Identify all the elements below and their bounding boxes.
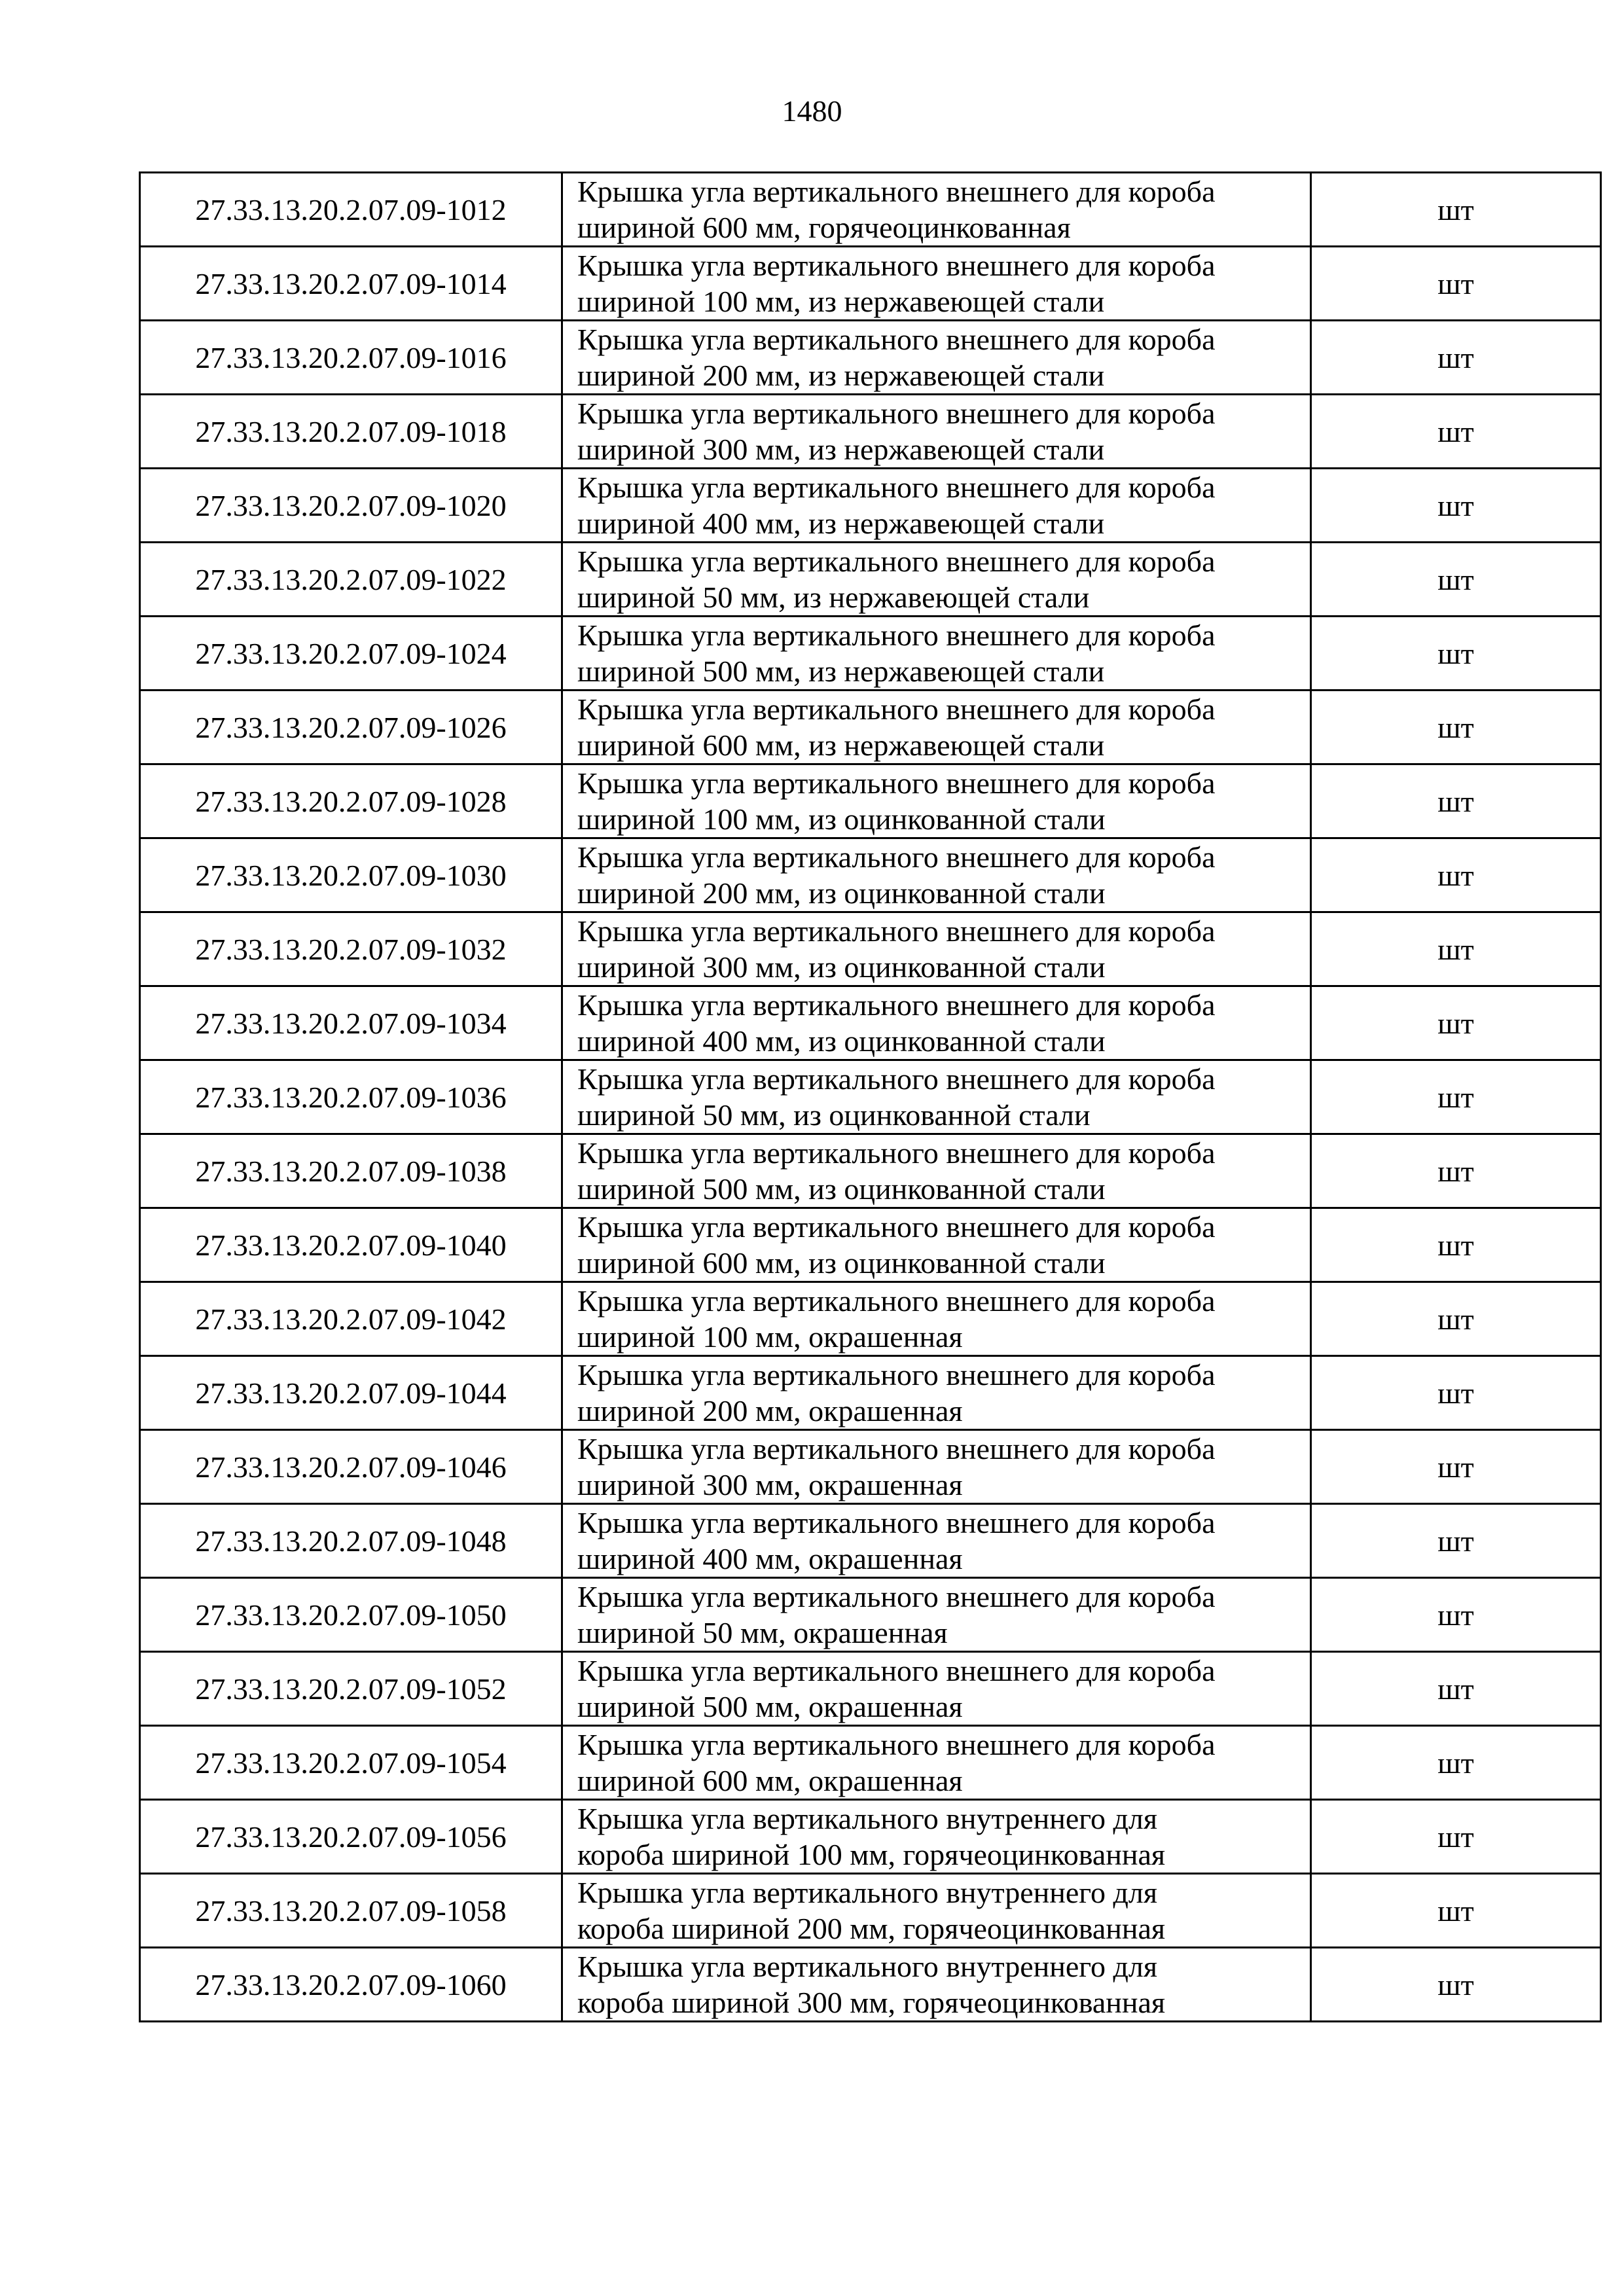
resource-name-line: короба шириной 300 мм, горячеоцинкованная [577, 1986, 1166, 2019]
resource-name-cell [562, 1430, 1311, 1504]
unit-cell: шт [1311, 1282, 1601, 1356]
resource-name-cell [562, 1726, 1311, 1800]
resource-name-line: шириной 600 мм, окрашенная [577, 1764, 963, 1797]
resource-name-line: шириной 600 мм, горячеоцинкованная [577, 211, 1071, 244]
table-row [140, 764, 1601, 838]
resource-name-line: Крышка угла вертикального внешнего для короба [577, 471, 1216, 504]
resource-name-cell [562, 321, 1311, 395]
table-row [140, 321, 1601, 395]
resource-code-cell: 27.33.13.20.2.07.09-1048 [140, 1504, 562, 1578]
resource-name-line: Крышка угла вертикального внешнего для короба [577, 988, 1216, 1022]
resource-code-cell: 27.33.13.20.2.07.09-1038 [140, 1134, 562, 1208]
resource-name-cell [562, 543, 1311, 617]
resource-code-cell: 27.33.13.20.2.07.09-1044 [140, 1356, 562, 1430]
unit-cell: шт [1311, 1874, 1601, 1948]
unit-cell: шт [1311, 838, 1601, 912]
table-row [140, 912, 1601, 986]
unit-cell: шт [1311, 1208, 1601, 1282]
unit-cell: шт [1311, 247, 1601, 321]
resource-name-cell [562, 912, 1311, 986]
unit-cell: шт [1311, 764, 1601, 838]
resource-name-cell [562, 838, 1311, 912]
resource-code-cell: 27.33.13.20.2.07.09-1060 [140, 1948, 562, 2022]
resource-code-cell: 27.33.13.20.2.07.09-1024 [140, 617, 562, 691]
resource-name-line: шириной 500 мм, из оцинкованной стали [577, 1172, 1106, 1206]
resource-name-cell [562, 1060, 1311, 1134]
table-row [140, 1430, 1601, 1504]
resource-name-line: Крышка угла вертикального внешнего для короба [577, 1284, 1216, 1318]
resource-name-cell [562, 1504, 1311, 1578]
resource-code-cell: 27.33.13.20.2.07.09-1016 [140, 321, 562, 395]
resource-name-cell [562, 1356, 1311, 1430]
resource-code-cell: 27.33.13.20.2.07.09-1030 [140, 838, 562, 912]
resource-code-cell: 27.33.13.20.2.07.09-1020 [140, 469, 562, 543]
resource-code-cell: 27.33.13.20.2.07.09-1050 [140, 1578, 562, 1652]
resource-name-cell [562, 173, 1311, 247]
resource-name-line: Крышка угла вертикального внешнего для короба [577, 914, 1216, 948]
resource-name-cell [562, 1874, 1311, 1948]
resource-name-line: Крышка угла вертикального внешнего для короба [577, 1654, 1216, 1687]
table-row [140, 838, 1601, 912]
resource-name-line: Крышка угла вертикального внешнего для короба [577, 840, 1216, 874]
unit-cell: шт [1311, 395, 1601, 469]
table-row [140, 469, 1601, 543]
table-row [140, 395, 1601, 469]
table-row [140, 1800, 1601, 1874]
unit-cell: шт [1311, 173, 1601, 247]
resource-name-line: Крышка угла вертикального внешнего для короба [577, 766, 1216, 800]
table-row [140, 173, 1601, 247]
table-row [140, 1208, 1601, 1282]
resource-name-cell [562, 986, 1311, 1060]
resource-name-line: шириной 50 мм, из нержавеющей стали [577, 581, 1090, 614]
table-row [140, 691, 1601, 764]
resource-code-cell: 27.33.13.20.2.07.09-1036 [140, 1060, 562, 1134]
resource-code-cell: 27.33.13.20.2.07.09-1046 [140, 1430, 562, 1504]
resource-name-line: Крышка угла вертикального внешнего для короба [577, 1358, 1216, 1391]
resource-name-line: короба шириной 100 мм, горячеоцинкованная [577, 1838, 1166, 1871]
resource-code-cell: 27.33.13.20.2.07.09-1028 [140, 764, 562, 838]
resource-name-line: Крышка угла вертикального внешнего для короба [577, 1728, 1216, 1761]
unit-cell: шт [1311, 1356, 1601, 1430]
resource-name-line: Крышка угла вертикального внешнего для короба [577, 323, 1216, 356]
catalog-table [139, 171, 1602, 2022]
resource-code-cell: 27.33.13.20.2.07.09-1058 [140, 1874, 562, 1948]
resource-name-cell [562, 395, 1311, 469]
resource-code-cell: 27.33.13.20.2.07.09-1012 [140, 173, 562, 247]
resource-name-line: шириной 600 мм, из оцинкованной стали [577, 1246, 1106, 1280]
unit-cell: шт [1311, 691, 1601, 764]
resource-name-line: Крышка угла вертикального внешнего для короба [577, 249, 1216, 282]
unit-cell: шт [1311, 321, 1601, 395]
table-row [140, 1282, 1601, 1356]
table-row [140, 1652, 1601, 1726]
resource-name-cell [562, 247, 1311, 321]
unit-cell: шт [1311, 986, 1601, 1060]
resource-name-line: шириной 50 мм, окрашенная [577, 1616, 948, 1649]
resource-name-line: шириной 400 мм, из нержавеющей стали [577, 507, 1105, 540]
resource-name-line: Крышка угла вертикального внешнего для короба [577, 545, 1216, 578]
table-row [140, 986, 1601, 1060]
unit-cell: шт [1311, 1652, 1601, 1726]
table-row [140, 1578, 1601, 1652]
resource-name-line: шириной 400 мм, окрашенная [577, 1542, 963, 1575]
catalog-table-body [140, 173, 1601, 2022]
resource-name-cell [562, 1208, 1311, 1282]
table-row [140, 1948, 1601, 2022]
table-row [140, 1134, 1601, 1208]
unit-cell: шт [1311, 1578, 1601, 1652]
resource-code-cell: 27.33.13.20.2.07.09-1026 [140, 691, 562, 764]
table-row [140, 1504, 1601, 1578]
table-row [140, 1060, 1601, 1134]
resource-name-line: шириной 200 мм, из нержавеющей стали [577, 359, 1105, 392]
resource-code-cell: 27.33.13.20.2.07.09-1042 [140, 1282, 562, 1356]
resource-name-cell [562, 1578, 1311, 1652]
resource-name-line: Крышка угла вертикального внешнего для короба [577, 692, 1216, 726]
unit-cell: шт [1311, 1726, 1601, 1800]
resource-name-line: Крышка угла вертикального внешнего для короба [577, 1506, 1216, 1539]
resource-name-line: шириной 100 мм, из нержавеющей стали [577, 285, 1105, 318]
page-number: 1480 [782, 94, 842, 128]
table-row [140, 247, 1601, 321]
resource-name-line: шириной 200 мм, окрашенная [577, 1394, 963, 1427]
resource-name-cell [562, 617, 1311, 691]
resource-name-line: Крышка угла вертикального внешнего для короба [577, 1210, 1216, 1244]
resource-name-cell [562, 691, 1311, 764]
resource-name-cell [562, 764, 1311, 838]
resource-name-cell [562, 1282, 1311, 1356]
resource-name-line: Крышка угла вертикального внешнего для короба [577, 619, 1216, 652]
resource-name-line: Крышка угла вертикального внешнего для короба [577, 397, 1216, 430]
resource-name-line: Крышка угла вертикального внутреннего для [577, 1876, 1158, 1909]
resource-name-line: шириной 100 мм, из оцинкованной стали [577, 802, 1106, 836]
resource-name-line: шириной 300 мм, окрашенная [577, 1468, 963, 1501]
unit-cell: шт [1311, 1800, 1601, 1874]
resource-code-cell: 27.33.13.20.2.07.09-1014 [140, 247, 562, 321]
unit-cell: шт [1311, 1504, 1601, 1578]
resource-name-cell [562, 469, 1311, 543]
resource-code-cell: 27.33.13.20.2.07.09-1022 [140, 543, 562, 617]
unit-cell: шт [1311, 1134, 1601, 1208]
resource-name-line: Крышка угла вертикального внешнего для короба [577, 1136, 1216, 1170]
unit-cell: шт [1311, 912, 1601, 986]
unit-cell: шт [1311, 617, 1601, 691]
resource-name-line: шириной 500 мм, из нержавеющей стали [577, 655, 1105, 688]
resource-name-cell [562, 1652, 1311, 1726]
resource-name-line: шириной 300 мм, из оцинкованной стали [577, 950, 1106, 984]
unit-cell: шт [1311, 469, 1601, 543]
resource-code-cell: 27.33.13.20.2.07.09-1032 [140, 912, 562, 986]
table-row [140, 1726, 1601, 1800]
resource-name-line: Крышка угла вертикального внешнего для короба [577, 175, 1216, 208]
resource-name-line: шириной 400 мм, из оцинкованной стали [577, 1024, 1106, 1058]
unit-cell: шт [1311, 1060, 1601, 1134]
table-row [140, 1874, 1601, 1948]
resource-name-line: короба шириной 200 мм, горячеоцинкованная [577, 1912, 1166, 1945]
resource-name-line: Крышка угла вертикального внутреннего для [577, 1950, 1158, 1983]
table-row [140, 1356, 1601, 1430]
resource-code-cell: 27.33.13.20.2.07.09-1034 [140, 986, 562, 1060]
resource-name-cell [562, 1948, 1311, 2022]
unit-cell: шт [1311, 543, 1601, 617]
resource-name-line: шириной 300 мм, из нержавеющей стали [577, 433, 1105, 466]
unit-cell: шт [1311, 1430, 1601, 1504]
resource-code-cell: 27.33.13.20.2.07.09-1040 [140, 1208, 562, 1282]
resource-name-line: шириной 600 мм, из нержавеющей стали [577, 728, 1105, 762]
resource-name-line: шириной 200 мм, из оцинкованной стали [577, 876, 1106, 910]
resource-code-cell: 27.33.13.20.2.07.09-1018 [140, 395, 562, 469]
resource-name-line: Крышка угла вертикального внешнего для короба [577, 1432, 1216, 1465]
unit-cell: шт [1311, 1948, 1601, 2022]
resource-name-line: Крышка угла вертикального внешнего для короба [577, 1062, 1216, 1096]
table-row [140, 617, 1601, 691]
resource-code-cell: 27.33.13.20.2.07.09-1054 [140, 1726, 562, 1800]
resource-name-line: шириной 100 мм, окрашенная [577, 1320, 963, 1354]
resource-code-cell: 27.33.13.20.2.07.09-1052 [140, 1652, 562, 1726]
resource-name-cell [562, 1134, 1311, 1208]
resource-code-cell: 27.33.13.20.2.07.09-1056 [140, 1800, 562, 1874]
resource-name-line: шириной 50 мм, из оцинкованной стали [577, 1098, 1091, 1132]
resource-name-cell [562, 1800, 1311, 1874]
resource-name-line: Крышка угла вертикального внешнего для короба [577, 1580, 1216, 1613]
resource-name-line: шириной 500 мм, окрашенная [577, 1690, 963, 1723]
table-row [140, 543, 1601, 617]
resource-name-line: Крышка угла вертикального внутреннего для [577, 1802, 1158, 1835]
